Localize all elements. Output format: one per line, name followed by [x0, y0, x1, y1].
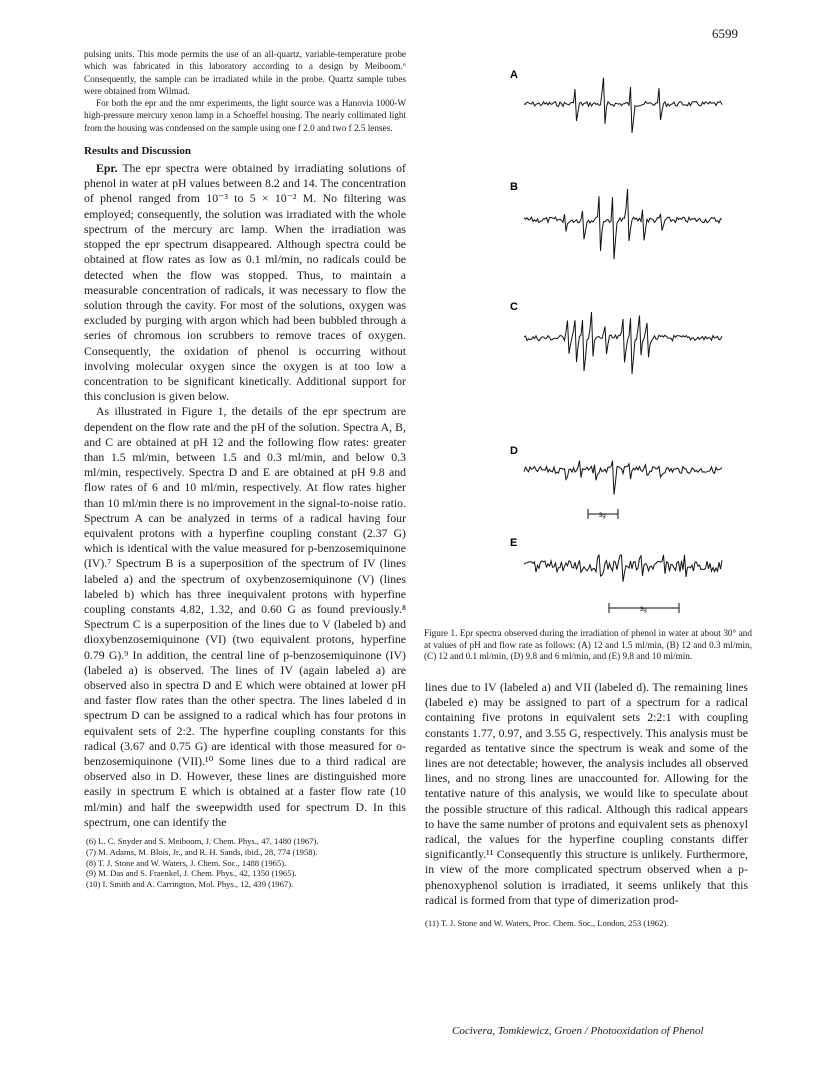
- right-column: [425, 680, 748, 929]
- panel-label-a: A: [510, 69, 518, 81]
- spectra-paragraph: As illustrated in Figure 1, the details of the epr spectrum are dependent on the flow rate and the pH of the solution. Spectra A, B, and C are obtained at pH 12 and the following flow rates: greater than 1.5 ml/min, between 1.5 and 0.3 ml/min, and below 0.3 ml/min, respectively. Spectra D and E are obtained at pH 9.8 and flow rates of 6 and 10 ml/min, respectively. At flow rates higher than 10 ml/min there is no improvement in the signal-to-noise ratio. Spectrum A can be analyzed in terms of a radical having four equivalent protons with a hyperfine coupling constant (2.37 G) which is identical with the value measured for p-benzosemiquinone (IV).⁷ Spectrum B is a superposition of the spectrum of IV (lines labeled a) and the spectrum of oxybenzosemiquinone (V) (lines labeled b) which has three inequivalent protons with hyperfine coupling constants 4.82, 1.32, and 0.60 G as found previously.⁸ Spectrum C is a superposition of the lines due to V (labeled b) and dioxybenzosemiquinone (VI) (two equivalent protons, hyperfine 0.79 G).⁹ In addition, the central line of p-benzosemiquinone (IV) (labeled a) is observed. The lines of IV (again labeled a) are observed also in spectra D and E which were obtained at lower pH and faster flow rates than the other spectra. The lines labeled d in spectrum D can be assigned to a radical which has four protons in equivalent sets of 2:2. The hyperfine coupling constants for this radical (3.67 and 0.75 G) are identical with those measured for o-benzosemiquinone (VII).¹⁰ Some lines due to a third radical are observed also in D. However, these lines are distinguished more easily in spectrum E which is obtained at a faster flow rate (10 ml/min) and half the sweepwidth used for spectrum D. In this spectrum, one can identify the: [84, 404, 406, 829]
- spectrum-trace: [524, 312, 722, 374]
- spectra-traces: [524, 78, 722, 582]
- epr-text: The epr spectra were obtained by irradiating solutions of phenol in water at pH values between 8.2 and 14. The concentration of phenol ranged from 10⁻³ to 5 × 10⁻² M. No filtering was employed; consequently, the solution was irradiated with the whole spectrum of the mercury arc lamp. When the irradiation was stopped the epr spectrum disappeared. Although spectra could be obtained at flow rates as low as 0.1 ml/min, no radicals could be detected when the flow was stopped. Thus, to maintain a measurable concentration of radicals, it was necessary to flow the solution through the cavity. For most of the solutions, oxygen was excluded by purging with argon which had been bubbled through a series of chromous ion scrubbers to remove traces of oxygen. Consequently, the oxidation of phenol is occurring without involving molecular oxygen since the oxygen is at too low a concentration to be significant kinetically. Additional support for this conclusion is given below.: [84, 161, 406, 404]
- section-heading: Results and Discussion: [84, 145, 191, 158]
- spectrum-trace: [524, 78, 722, 133]
- panel-label-e: E: [510, 537, 518, 549]
- left-column: [84, 48, 406, 890]
- scale-label-e: 3g: [640, 607, 647, 613]
- figure-1: [496, 42, 744, 647]
- references: [84, 836, 406, 890]
- spectrum-trace: [524, 189, 722, 259]
- reference-11: (11) T. J. Stone and W. Waters, Proc. Chem. Soc., London, 253 (1962).: [425, 918, 669, 929]
- epr-paragraph: [84, 161, 406, 404]
- scale-label-d: 3g: [599, 513, 606, 519]
- page-number: 6599: [712, 26, 738, 41]
- reference-8: (8) T. J. Stone and W. Waters, J. Chem. Soc., 1488 (1965).: [86, 857, 287, 868]
- spectrum-trace: [524, 555, 722, 582]
- epr-spectra-plot: [496, 42, 744, 632]
- figure-caption: Figure 1. Epr spectra observed during the irradiation of phenol in water at about 30° and at values of pH and flow rate as follows: (A) 12 and 1.5 ml/min, (B) 12 and 0.3 ml/min, (C) 12 and 0.1 ml/min, (D) 9.8 and 6 ml/min, and (E) 9.8 and 10 ml/min.: [424, 628, 752, 662]
- reference-7: (7) M. Adams, M. Blois, Jr., and R. H. Sands, ibid., 28, 774 (1958).: [86, 846, 318, 857]
- methods-paragraph: pulsing units. This mode permits the use of an all-quartz, variable-temperature probe which was fabricated in this laboratory according to a design by Meiboom.⁶ Consequently, the sample can be irradiated while in the probe. Quartz sample tubes were obtained from Wilmad.: [84, 49, 406, 96]
- reference-9: (9) M. Das and S. Fraenkel, J. Chem. Phys., 42, 1350 (1965).: [86, 868, 297, 879]
- panel-label-b: B: [510, 181, 518, 193]
- running-footer: Cocivera, Tomkiewicz, Groen / Photooxidation of Phenol: [452, 1025, 704, 1037]
- analysis-paragraph: lines due to IV (labeled a) and VII (labeled d). The remaining lines (labeled e) may be assigned to part of a spectrum for a radical containing five protons in equivalent sets 2:2:1 with coupling constants 1.77, 0.97, and 3.55 G, respectively. This analysis must be regarded as tentative since the spectrum is weak and some of the lines are not detectable; however, the analysis includes all observed lines, and no strong lines are unaccounted for. Allowing for the tentative nature of this analysis, we would like to speculate about the possible structure of this radical. Although this radical appears to have the same number of protons and equivalent sets as phenoxyl radical, the values for the hyperfine coupling constants differ significantly.¹¹ Consequently this structure is unlikely. Furthermore, in view of the more complicated spectrum observed when a p-phenoxyphenol solution is irradiated, it seems unlikely that this radical is formed from that type of dimerization prod-: [425, 680, 748, 907]
- spectrum-trace: [524, 461, 722, 495]
- panel-label-d: D: [510, 445, 518, 457]
- reference-6: (6) L. C. Snyder and S. Meiboom, J. Chem. Phys., 47, 1480 (1967).: [86, 836, 319, 847]
- panel-label-c: C: [510, 301, 518, 313]
- light-source-paragraph: For both the epr and the nmr experiments, the light source was a Hanovia 1000-W high-pressure mercury xenon lamp in a Schoeffel housing. The nearly collimated light from the housing was condensed on the sample using one f 2.0 and two f 2.5 lenses.: [84, 98, 406, 133]
- reference-10: (10) I. Smith and A. Carrington, Mol. Phys., 12, 439 (1967).: [86, 879, 294, 890]
- epr-lead: Epr.: [96, 161, 118, 176]
